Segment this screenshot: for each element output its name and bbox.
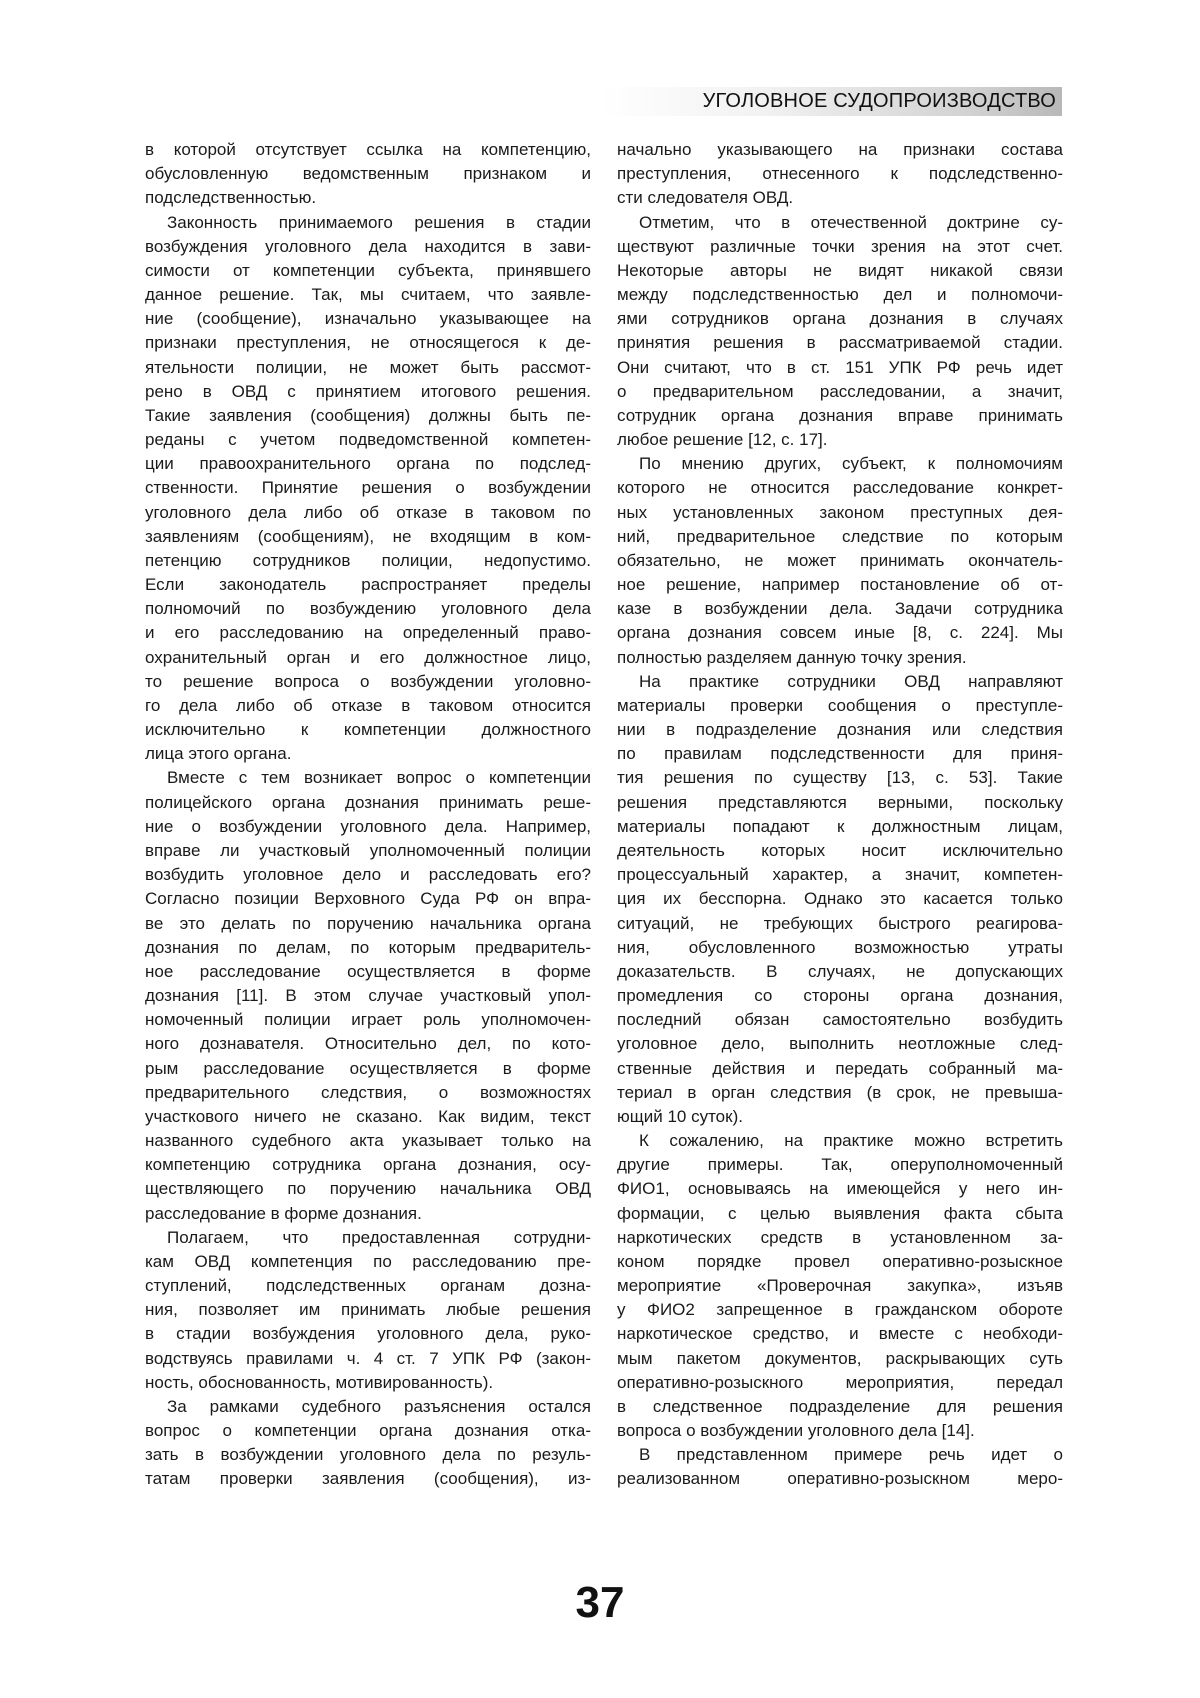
text-line: сти следователя ОВД. <box>617 186 1063 210</box>
text-line: петенцию сотрудников полиции, недопустимо. <box>145 549 591 573</box>
text-line: Если законодатель распространяет пределы <box>145 573 591 597</box>
text-line: процессуальный характер, а значит, компетен- <box>617 863 1063 887</box>
text-line: мероприятие «Проверочная закупка», изъяв <box>617 1274 1063 1298</box>
text-line: ных установленных законом преступных дея- <box>617 501 1063 525</box>
section-title: УГОЛОВНОЕ СУДОПРОИЗВОДСТВО <box>703 90 1056 113</box>
text-line: уголовное дело, выполнить неотложные след- <box>617 1032 1063 1056</box>
text-line: рым расследование осуществляется в форме <box>145 1057 591 1081</box>
text-line: мым пакетом документов, раскрывающих суть <box>617 1347 1063 1371</box>
text-line: у ФИО2 запрещенное в гражданском обороте <box>617 1298 1063 1322</box>
text-line: ственности. Принятие решения о возбуждении <box>145 476 591 500</box>
text-line: о предварительном расследовании, а значит, <box>617 380 1063 404</box>
text-line: Отметим, что в отечественной доктрине су- <box>617 211 1063 235</box>
text-line: наркотических средств в установленном за- <box>617 1226 1063 1250</box>
text-line: материалы попадают к должностным лицам, <box>617 815 1063 839</box>
text-line: по правилам подследственности для приня- <box>617 742 1063 766</box>
text-line: уголовного дела либо об отказе в таковом по <box>145 501 591 525</box>
page-number: 37 <box>0 1578 1200 1628</box>
text-line: номоченный полиции играет роль уполномочен- <box>145 1008 591 1032</box>
text-line: водствуясь правилами ч. 4 ст. 7 УПК РФ (закон- <box>145 1347 591 1371</box>
text-line: Законность принимаемого решения в стадии <box>145 211 591 235</box>
text-line: На практике сотрудники ОВД направляют <box>617 670 1063 694</box>
text-line: расследование в форме дознания. <box>145 1202 591 1226</box>
text-line: решения представляются верными, поскольку <box>617 791 1063 815</box>
text-line: начально указывающего на признаки состава <box>617 138 1063 162</box>
text-line: полномочий по возбуждению уголовного дела <box>145 597 591 621</box>
text-line: дознания по делам, по которым предваритель- <box>145 936 591 960</box>
text-line: ФИО1, основываясь на имеющейся у него ин- <box>617 1177 1063 1201</box>
text-line: ние о возбуждении уголовного дела. Например, <box>145 815 591 839</box>
text-line: сотрудник органа дознания вправе принимать <box>617 404 1063 428</box>
text-line: данное решение. Так, мы считаем, что заявле- <box>145 283 591 307</box>
text-line: предварительного следствия, о возможностях <box>145 1081 591 1105</box>
text-line: то решение вопроса о возбуждении уголовно- <box>145 670 591 694</box>
text-line: ность, обоснованность, мотивированность). <box>145 1371 591 1395</box>
text-line: вопрос о компетенции органа дознания отка- <box>145 1419 591 1443</box>
text-line: ющий 10 суток). <box>617 1105 1063 1129</box>
text-line: компетенцию сотрудника органа дознания, осу- <box>145 1153 591 1177</box>
text-line: териал в орган следствия (в срок, не превыша- <box>617 1081 1063 1105</box>
text-line: татам проверки заявления (сообщения), из- <box>145 1467 591 1491</box>
text-line: названного судебного акта указывает только на <box>145 1129 591 1153</box>
text-line: последний обязан самостоятельно возбудить <box>617 1008 1063 1032</box>
text-line: исключительно к компетенции должностного <box>145 718 591 742</box>
text-line: доказательств. В случаях, не допускающих <box>617 960 1063 984</box>
right-column <box>617 138 1063 1492</box>
text-line: нии в подразделение дознания или следствия <box>617 718 1063 742</box>
text-line: наркотическое средство, и вместе с необходи- <box>617 1322 1063 1346</box>
text-line: зать в возбуждении уголовного дела по резуль- <box>145 1443 591 1467</box>
text-line: другие примеры. Так, оперуполномоченный <box>617 1153 1063 1177</box>
text-line: полицейского органа дознания принимать реше- <box>145 791 591 815</box>
text-line: ного дознавателя. Относительно дел, по кото- <box>145 1032 591 1056</box>
text-line: ственные действия и передать собранный ма- <box>617 1057 1063 1081</box>
text-line: возбуждения уголовного дела находится в зави- <box>145 235 591 259</box>
text-line: которого не относится расследование конкрет- <box>617 476 1063 500</box>
text-line: Они считают, что в ст. 151 УПК РФ речь идет <box>617 356 1063 380</box>
text-line: ве это делать по поручению начальника органа <box>145 912 591 936</box>
text-line: и его расследованию на определенный право- <box>145 621 591 645</box>
text-line: между подследственностью дел и полномочи- <box>617 283 1063 307</box>
text-line: Такие заявления (сообщения) должны быть пе- <box>145 404 591 428</box>
text-line: в стадии возбуждения уголовного дела, руко- <box>145 1322 591 1346</box>
text-line: коном порядке провел оперативно-розыскное <box>617 1250 1063 1274</box>
text-line: полностью разделяем данную точку зрения. <box>617 646 1063 670</box>
text-line: В представленном примере речь идет о <box>617 1443 1063 1467</box>
text-line: Полагаем, что предоставленная сотрудни- <box>145 1226 591 1250</box>
text-line: деятельность которых носит исключительно <box>617 839 1063 863</box>
text-line: рено в ОВД с принятием итогового решения. <box>145 380 591 404</box>
text-line: дознания [11]. В этом случае участковый упол- <box>145 984 591 1008</box>
text-line: За рамками судебного разъяснения остался <box>145 1395 591 1419</box>
text-line: возбудить уголовное дело и расследовать его? <box>145 863 591 887</box>
left-column <box>145 138 591 1492</box>
text-line: Вместе с тем возникает вопрос о компетенции <box>145 766 591 790</box>
text-line: любое решение [12, с. 17]. <box>617 428 1063 452</box>
text-line: ное решение, например постановление об от- <box>617 573 1063 597</box>
text-line: тия решения по существу [13, с. 53]. Такие <box>617 766 1063 790</box>
text-line: ний, предварительное следствие по которым <box>617 525 1063 549</box>
text-line: К сожалению, на практике можно встретить <box>617 1129 1063 1153</box>
text-line: симости от компетенции субъекта, принявшего <box>145 259 591 283</box>
text-line: материалы проверки сообщения о преступле- <box>617 694 1063 718</box>
text-line: заявлениям (сообщениям), не входящим в ком- <box>145 525 591 549</box>
text-line: ями сотрудников органа дознания в случаях <box>617 307 1063 331</box>
text-line: органа дознания совсем иные [8, с. 224]. Мы <box>617 621 1063 645</box>
text-line: подследственностью. <box>145 186 591 210</box>
text-line: ния, обусловленного возможностью утраты <box>617 936 1063 960</box>
text-line: промедления со стороны органа дознания, <box>617 984 1063 1008</box>
text-line: казе в возбуждении дела. Задачи сотрудника <box>617 597 1063 621</box>
text-line: го дела либо об отказе в таковом относится <box>145 694 591 718</box>
text-line: Некоторые авторы не видят никакой связи <box>617 259 1063 283</box>
text-line: кам ОВД компетенция по расследованию пре- <box>145 1250 591 1274</box>
text-line: преступления, отнесенного к подследственно- <box>617 162 1063 186</box>
text-line: ное расследование осуществляется в форме <box>145 960 591 984</box>
text-line: ние (сообщение), изначально указывающее на <box>145 307 591 331</box>
text-line: ятельности полиции, не может быть рассмот- <box>145 356 591 380</box>
text-line: оперативно-розыскного мероприятия, передал <box>617 1371 1063 1395</box>
text-line: ществляющего по поручению начальника ОВД <box>145 1177 591 1201</box>
text-line: охранительный орган и его должностное лицо, <box>145 646 591 670</box>
text-line: вопроса о возбуждении уголовного дела [14]. <box>617 1419 1063 1443</box>
text-line: участкового ничего не сказано. Как видим, текст <box>145 1105 591 1129</box>
text-line: лица этого органа. <box>145 742 591 766</box>
text-line: ществуют различные точки зрения на этот счет. <box>617 235 1063 259</box>
text-line: Согласно позиции Верховного Суда РФ он впра- <box>145 887 591 911</box>
text-line: обусловленную ведомственным признаком и <box>145 162 591 186</box>
text-line: ступлений, подследственных органам дозна- <box>145 1274 591 1298</box>
running-header <box>600 87 1062 116</box>
text-line: реданы с учетом подведомственной компетен- <box>145 428 591 452</box>
text-line: По мнению других, субъект, к полномочиям <box>617 452 1063 476</box>
text-line: ния, позволяет им принимать любые решения <box>145 1298 591 1322</box>
text-line: обязательно, не может принимать окончатель- <box>617 549 1063 573</box>
text-line: признаки преступления, не относящегося к де- <box>145 331 591 355</box>
text-line: формации, с целью выявления факта сбыта <box>617 1202 1063 1226</box>
text-line: ситуаций, не требующих быстрого реагирова- <box>617 912 1063 936</box>
text-line: ция их бесспорна. Однако это касается только <box>617 887 1063 911</box>
text-line: ции правоохранительного органа по подслед- <box>145 452 591 476</box>
text-line: принятия решения в рассматриваемой стадии. <box>617 331 1063 355</box>
text-line: вправе ли участковый уполномоченный полиции <box>145 839 591 863</box>
text-line: в которой отсутствует ссылка на компетенцию, <box>145 138 591 162</box>
text-line: реализованном оперативно-розыскном меро- <box>617 1467 1063 1491</box>
text-line: в следственное подразделение для решения <box>617 1395 1063 1419</box>
